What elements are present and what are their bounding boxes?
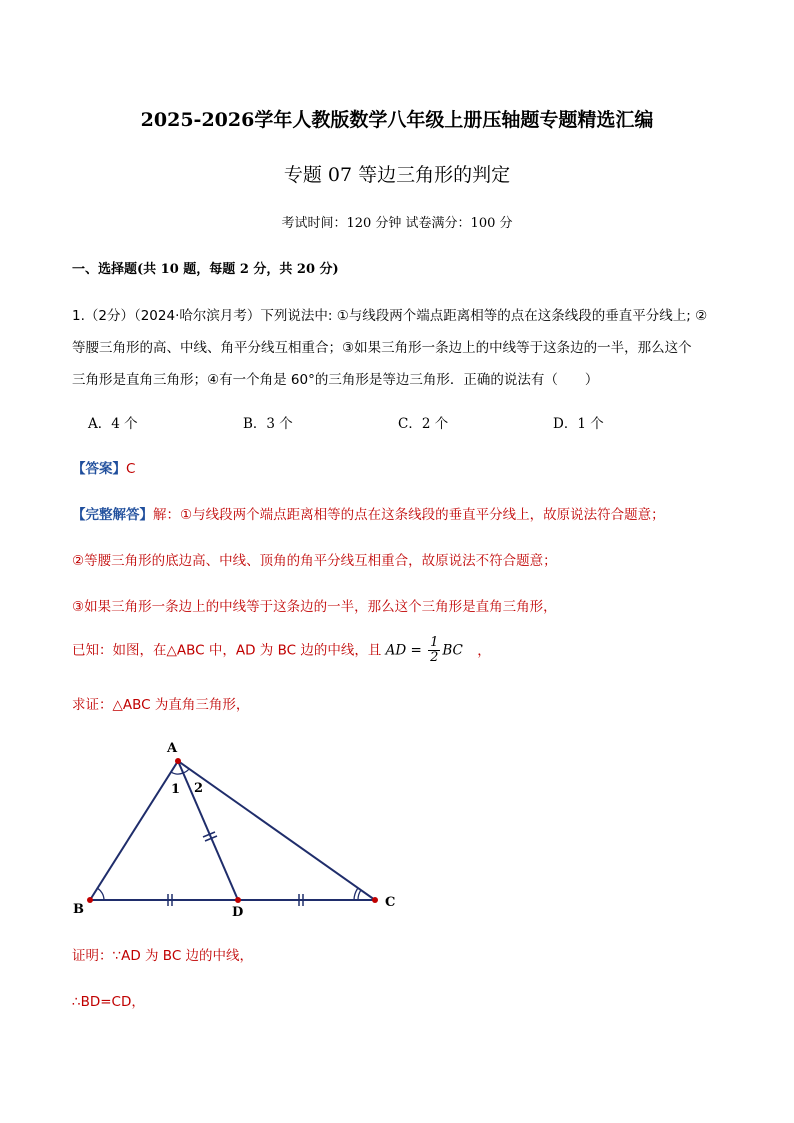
label-angle-2: 2 bbox=[194, 781, 204, 796]
known-suffix: ， bbox=[477, 642, 491, 659]
solution-item-3: ③如果三角形一条边上的中线等于这条边的一半，那么这个三角形是直角三角形， bbox=[72, 599, 557, 615]
angle-c-arc-2 bbox=[358, 890, 361, 900]
point-c bbox=[372, 897, 378, 903]
label-angle-1: 1 bbox=[171, 782, 181, 797]
solution-item-1: ①与线段两个端点距离相等的点在这条线段的垂直平分线上，故原说法符合题意； bbox=[180, 507, 665, 523]
answer-line bbox=[72, 457, 135, 477]
label-d: D bbox=[232, 905, 244, 920]
angle-a-arc-1 bbox=[171, 772, 183, 774]
point-b bbox=[87, 897, 93, 903]
label-c: C bbox=[385, 895, 396, 910]
point-d bbox=[235, 897, 241, 903]
option-b: B．3 个 bbox=[243, 416, 293, 432]
angle-b-arc bbox=[97, 888, 104, 900]
question-line-3: 三角形是直角三角形；④有一个角是 60°的三角形是等边三角形．正确的说法有（ ） bbox=[72, 372, 599, 388]
section-heading: 一、选择题(共 10 题，每题 2 分，共 20 分) bbox=[72, 262, 339, 277]
prove-line: 求证：△ABC 为直角三角形， bbox=[72, 697, 250, 713]
option-c: C．2 个 bbox=[398, 416, 449, 432]
doc-title: 2025-2026学年人教版数学八年级上册压轴题专题精选汇编 bbox=[140, 109, 654, 131]
question-line-1: 1.（2分）（2024·哈尔滨月考）下列说法中: ①与线段两个端点距离相等的点在这条线段的垂直平分线上; ② bbox=[72, 308, 708, 324]
solution-item-2: ②等腰三角形的底边高、中线、顶角的角平分线互相重合，故原说法不符合题意； bbox=[72, 553, 557, 569]
known-lhs: AD = bbox=[385, 642, 422, 659]
known-line bbox=[72, 636, 491, 665]
answer-label: 【答案】 bbox=[72, 461, 126, 477]
solution-line-1 bbox=[72, 503, 665, 523]
known-rhs: BC bbox=[442, 642, 463, 659]
known-prefix: 已知：如图，在△ABC 中，AD 为 BC 边的中线，且 bbox=[72, 642, 382, 659]
triangle-figure bbox=[60, 730, 420, 920]
solution-lead: 解： bbox=[153, 507, 180, 523]
doc-subtitle: 专题 07 等边三角形的判定 bbox=[283, 164, 511, 186]
question-line-2: 等腰三角形的高、中线、角平分线互相重合；③如果三角形一条边上的中线等于这条边的一半，那么这个 bbox=[72, 340, 692, 356]
fraction-denominator: 2 bbox=[430, 650, 439, 665]
option-a: A．4 个 bbox=[88, 416, 138, 432]
side-ab bbox=[90, 761, 181, 900]
angle-a-arc-2 bbox=[183, 769, 189, 773]
label-a: A bbox=[167, 741, 178, 756]
exam-meta: 考试时间：120 分钟 试卷满分：100 分 bbox=[281, 216, 513, 231]
proof-line-2: ∴BD=CD， bbox=[72, 994, 145, 1010]
option-d: D．1 个 bbox=[553, 416, 604, 432]
proof-line-1: 证明：∵AD 为 BC 边的中线， bbox=[72, 948, 254, 964]
label-b: B bbox=[73, 902, 84, 917]
answer-value: C bbox=[126, 461, 136, 477]
point-a bbox=[175, 758, 181, 764]
solution-label: 【完整解答】 bbox=[72, 507, 153, 523]
fraction-half bbox=[428, 636, 440, 665]
fraction-numerator: 1 bbox=[430, 635, 439, 650]
